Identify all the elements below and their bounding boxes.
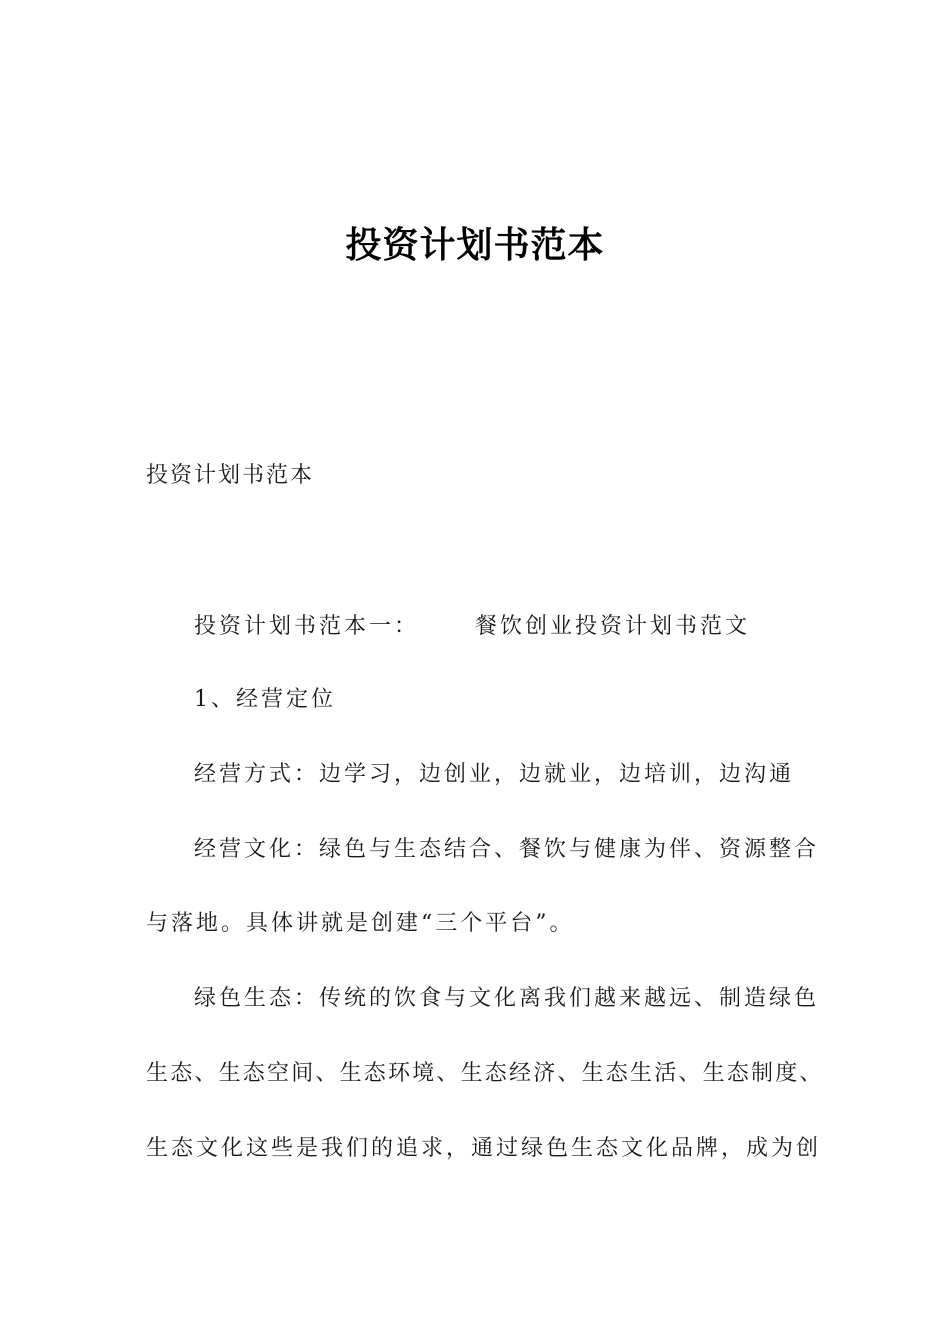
paragraph-business-culture-line-1: 经营文化：绿色与生态结合、餐饮与健康为伴、资源整合 — [194, 837, 820, 862]
heading-business-positioning: 1、经营定位 — [194, 687, 336, 712]
section-heading — [194, 612, 750, 642]
section-label: 投资计划书范本一： — [194, 614, 420, 639]
paragraph-green-ecology-line-2: 生态、生态空间、生态环境、生态经济、生态生活、生态制度、 — [146, 1061, 824, 1086]
document-subtitle: 投资计划书范本 — [146, 463, 315, 488]
paragraph-business-culture-line-2: 与落地。具体讲就是创建“三个平台”。 — [146, 911, 575, 936]
paragraph-green-ecology-line-3: 生态文化这些是我们的追求，通过绿色生态文化品牌，成为创 — [146, 1136, 822, 1161]
document-title: 投资计划书范本 — [345, 225, 605, 266]
paragraph-business-mode: 经营方式：边学习，边创业，边就业，边培训，边沟通 — [194, 762, 795, 787]
paragraph-green-ecology-line-1: 绿色生态：传统的饮食与文化离我们越来越远、制造绿色 — [194, 986, 820, 1011]
section-title: 餐饮创业投资计划书范文 — [475, 614, 751, 639]
